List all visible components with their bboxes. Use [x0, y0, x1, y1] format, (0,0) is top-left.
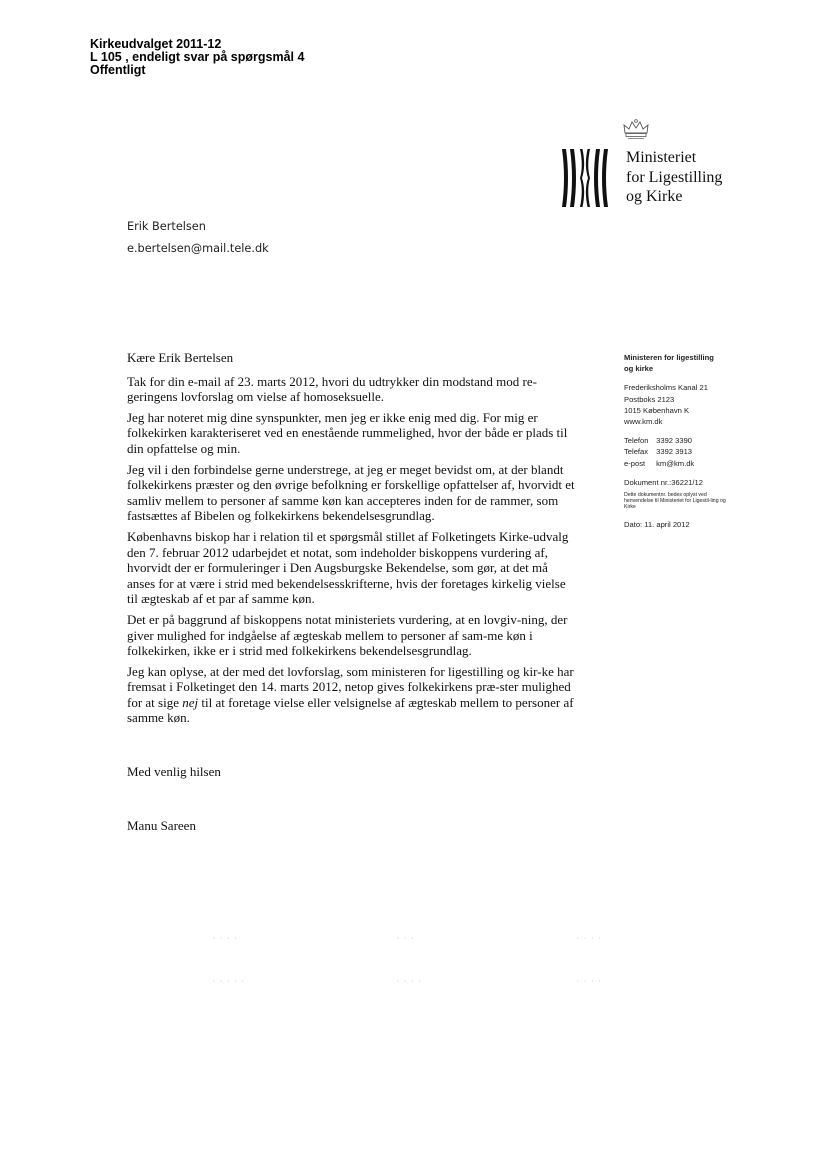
- address-street: Frederiksholms Kanal 21: [624, 383, 708, 393]
- scan-noise: · · ·: [396, 935, 415, 942]
- paragraph-5: Det er på baggrund af biskoppens notat ministeriets vurdering, at en lovgiv-ning, der giver mulighed for indgåelse af ægteskab mellem to personer af sam-me køn i folkekirken, ikke er i strid med folkekirkens bekendelsesgrundlag.: [127, 611, 568, 659]
- recipient-name: Erik Bertelsen: [127, 220, 206, 233]
- letter-date: Dato: 11. april 2012: [624, 519, 690, 529]
- paragraph-6-emphasis: nej: [182, 694, 199, 710]
- paragraph-6-text-b: til at foretage vielse eller velsignelse af ægteskab mellem to personer af samme køn.: [127, 694, 574, 726]
- scan-noise: · · · ·: [576, 935, 602, 942]
- letter-body: [127, 350, 577, 731]
- sender-title-line2: og kirke: [624, 364, 654, 374]
- scan-noise: · · · ·: [396, 978, 422, 985]
- closing: Med venlig hilsen: [127, 764, 221, 779]
- document-header: [90, 38, 304, 77]
- address-city: 1015 København K: [624, 405, 690, 415]
- email-label: e-post: [624, 458, 646, 468]
- paragraph-2: Jeg har noteret mig dine synspunkter, men jeg er ikke enig med dig. For mig er folkekirken karakteriseret ved en enestående rummelighed, hvor der både er plads til din opfattelse og min.: [127, 409, 568, 456]
- paragraph-6-text-a: Jeg kan oplyse, at der med det lovforslag, som ministeren for ligestilling og kir-ke har fremsat i Folketinget den 14. marts 2012, netop gives folkekirkens præ-ster mulighed for at sige: [127, 663, 574, 710]
- signature: Manu Sareen: [127, 818, 196, 833]
- sender-info-sidebar: [624, 352, 734, 530]
- phone-number: 3392 3390: [656, 436, 693, 446]
- salutation: Kære Erik Bertelsen: [127, 350, 234, 365]
- ministry-logo-mark: [561, 148, 609, 213]
- recipient-block: [127, 216, 269, 260]
- ministry-name-line1: Ministeriet: [626, 149, 697, 166]
- email-row: [624, 458, 734, 469]
- paragraph-1: Tak for din e-mail af 23. marts 2012, hvori du udtrykker din modstand mod re-geringens lovforslag om vielse af homoseksuelle.: [127, 373, 537, 405]
- ministry-name-line2: for Ligestilling: [626, 168, 723, 186]
- ministry-name-line3: og Kirke: [626, 188, 683, 205]
- fax-row: [624, 446, 734, 457]
- fax-number: 3392 3913: [656, 447, 693, 457]
- phone-label: Telefon: [624, 436, 649, 446]
- email-address: km@km.dk: [656, 458, 695, 468]
- header-committee: Kirkeudvalget 2011-12: [90, 37, 222, 51]
- fax-label: Telefax: [624, 447, 649, 457]
- recipient-email: e.bertelsen@mail.tele.dk: [127, 242, 269, 255]
- website: www.km.dk: [624, 417, 663, 427]
- header-status: Offentligt: [90, 63, 146, 77]
- paragraph-4: Københavns biskop har i relation til et spørgsmål stillet af Folketingets Kirke-udvalg den 7. februar 2012 udarbejdet et notat, som indeholder biskoppens vurdering af, hvorvidt der er formuleringer i Den Augsburgske Bekendelse, som gør, at det må anses for at være i strid med bekendelsesskrifterne, hvis der foretages kirkelig vielse til ægteskab af et par af samme køn.: [127, 528, 569, 607]
- paragraph-6: [127, 664, 577, 726]
- phone-row: [624, 435, 734, 446]
- sender-title-line1: Ministeren for ligestilling: [624, 353, 714, 362]
- scan-noise: · · · ·: [212, 935, 238, 942]
- header-reference: L 105 , endeligt svar på spørgsmål 4: [90, 50, 305, 64]
- crown-icon: [622, 118, 650, 145]
- paragraph-3: Jeg vil i den forbindelse gerne understrege, at jeg er meget bevidst om, at der blandt folkekirkens præster og den øvrige befolkning er forskellige opfattelser af, hvorvidt et samliv mellem to personer af samme køn kan accepteres inden for de rammer, som fastsættes af Bibelen og folkekirkens bekendelsesgrundlag.: [127, 461, 575, 524]
- ministry-name: [626, 148, 722, 207]
- scan-noise: · · · · ·: [212, 978, 245, 985]
- scan-noise: · · · ·: [576, 978, 602, 985]
- document-number: Dokument nr.:36221/12: [624, 477, 703, 487]
- address-pobox: Postboks 2123: [624, 394, 675, 404]
- document-number-note: Dette dokumentnr. bedes oplyst ved henvendelse til Ministeriet for Ligestil-ling og Kirke: [624, 492, 726, 511]
